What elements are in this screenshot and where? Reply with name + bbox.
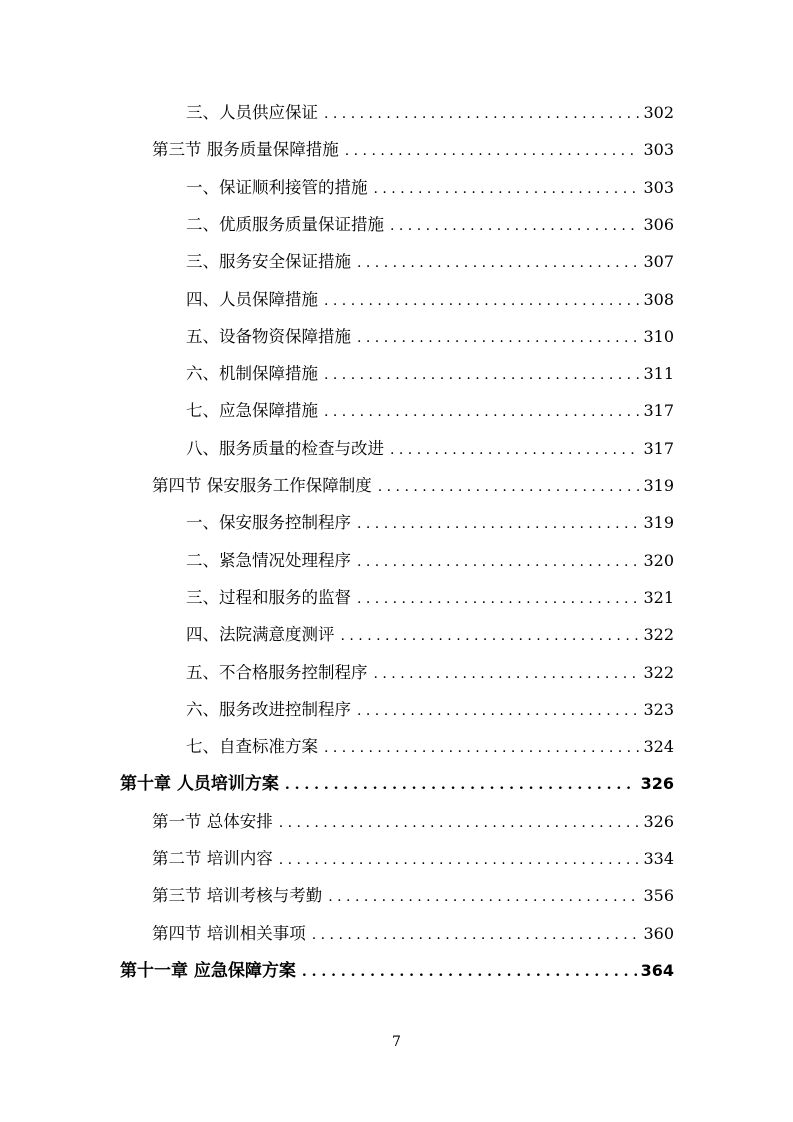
toc-entry[interactable]	[186, 698, 674, 722]
toc-entry-page: 360	[643, 924, 674, 943]
toc-entry[interactable]	[186, 549, 674, 573]
toc-entry-page: 303	[643, 140, 674, 159]
toc-entry-title: 四、人员保障措施	[186, 290, 318, 309]
toc-entry-page: 326	[640, 774, 674, 793]
toc-entry-page: 319	[643, 476, 674, 495]
toc-entry[interactable]	[186, 250, 674, 274]
toc-dot-leader	[324, 102, 639, 126]
toc-entry-page: 308	[643, 290, 674, 309]
toc-dot-leader	[357, 251, 639, 275]
toc-entry-title: 二、紧急情况处理程序	[186, 551, 351, 570]
toc-entry-page: 324	[643, 737, 674, 756]
toc-entry-title: 第十章 人员培训方案	[120, 774, 279, 794]
toc-dot-leader	[357, 512, 639, 536]
toc-entry-page: 303	[643, 178, 674, 197]
toc-dot-leader	[279, 811, 640, 835]
toc-entry-title: 三、过程和服务的监督	[186, 588, 351, 607]
toc-entry-title: 五、设备物资保障措施	[186, 327, 351, 346]
toc-entry[interactable]	[152, 847, 674, 871]
toc-entry[interactable]	[152, 138, 674, 162]
toc-entry-title: 二、优质服务质量保证措施	[186, 215, 384, 234]
toc-entry-page: 310	[643, 327, 674, 346]
toc-dot-leader	[324, 736, 639, 760]
toc-entry-title: 七、应急保障措施	[186, 401, 318, 420]
toc-entry[interactable]	[186, 399, 674, 423]
toc-dot-leader	[345, 139, 640, 163]
toc-entry-title: 第一节 总体安排	[152, 812, 273, 831]
toc-entry[interactable]	[186, 213, 674, 237]
toc-dot-leader	[374, 662, 640, 686]
toc-entry[interactable]	[186, 176, 674, 200]
toc-entry-title: 一、保证顺利接管的措施	[186, 178, 368, 197]
toc-entry-title: 三、人员供应保证	[186, 103, 318, 122]
toc-entry[interactable]	[186, 623, 674, 647]
page-number: 7	[392, 1034, 401, 1050]
toc-entry-page: 302	[643, 103, 674, 122]
toc-dot-leader	[312, 923, 640, 947]
toc-dot-leader	[378, 475, 640, 499]
toc-dot-leader	[390, 214, 639, 238]
toc-entry-page: 322	[643, 625, 674, 644]
toc-entry[interactable]	[186, 586, 674, 610]
toc-entry[interactable]	[120, 959, 674, 983]
toc-entry-title: 第十一章 应急保障方案	[120, 961, 296, 981]
toc-entry[interactable]	[186, 362, 674, 386]
toc-entry[interactable]	[152, 474, 674, 498]
toc-dot-leader	[328, 885, 639, 909]
toc-entry-page: 326	[643, 812, 674, 831]
toc-entry-page: 306	[643, 215, 674, 234]
toc-entry-title: 六、服务改进控制程序	[186, 700, 351, 719]
toc-entry-page: 364	[640, 961, 674, 980]
toc-entry-title: 四、法院满意度测评	[186, 625, 335, 644]
toc-entry[interactable]	[186, 437, 674, 461]
toc-entry-title: 六、机制保障措施	[186, 364, 318, 383]
toc-entry-page: 311	[643, 364, 674, 383]
toc-entry[interactable]	[186, 288, 674, 312]
toc-entry-page: 319	[643, 513, 674, 532]
toc-entry-title: 五、不合格服务控制程序	[186, 663, 368, 682]
toc-dot-leader	[357, 550, 639, 574]
toc-dot-leader	[390, 438, 639, 462]
toc-entry-title: 第四节 保安服务工作保障制度	[152, 476, 372, 495]
toc-dot-leader	[279, 848, 640, 872]
toc-entry-title: 第四节 培训相关事项	[152, 924, 306, 943]
toc-dot-leader	[374, 177, 640, 201]
toc-dot-leader	[302, 960, 637, 984]
toc-entry-title: 七、自查标准方案	[186, 737, 318, 756]
toc-entry-title: 一、保安服务控制程序	[186, 513, 351, 532]
toc-entry-page: 334	[643, 849, 674, 868]
toc-entry[interactable]	[152, 922, 674, 946]
toc-entry-title: 第三节 培训考核与考勤	[152, 886, 323, 905]
toc-entry[interactable]	[186, 735, 674, 759]
toc-entry[interactable]	[186, 101, 674, 125]
toc-entry-page: 322	[643, 663, 674, 682]
toc-entry[interactable]	[152, 810, 674, 834]
toc-entry-page: 356	[643, 886, 674, 905]
toc-dot-leader	[357, 326, 639, 350]
toc-dot-leader	[324, 363, 639, 387]
toc-dot-leader	[357, 587, 639, 611]
toc-entry[interactable]	[152, 884, 674, 908]
toc-entry-page: 317	[643, 401, 674, 420]
toc-dot-leader	[324, 400, 639, 424]
toc-entry-title: 八、服务质量的检查与改进	[186, 439, 384, 458]
toc-entry-page: 307	[643, 252, 674, 271]
toc-entry-title: 第三节 服务质量保障措施	[152, 140, 339, 159]
toc-entry[interactable]	[186, 511, 674, 535]
toc-entry[interactable]	[186, 325, 674, 349]
toc-entry-page: 323	[643, 700, 674, 719]
toc-entry[interactable]	[120, 772, 674, 796]
toc-dot-leader	[285, 773, 637, 797]
toc-entry-page: 317	[643, 439, 674, 458]
toc-entry-title: 第二节 培训内容	[152, 849, 273, 868]
toc-dot-leader	[357, 699, 639, 723]
toc-entry-page: 321	[643, 588, 674, 607]
toc-dot-leader	[324, 289, 639, 313]
toc-entry[interactable]	[186, 661, 674, 685]
toc-dot-leader	[341, 624, 640, 648]
toc-entry-title: 三、服务安全保证措施	[186, 252, 351, 271]
toc-entry-page: 320	[643, 551, 674, 570]
